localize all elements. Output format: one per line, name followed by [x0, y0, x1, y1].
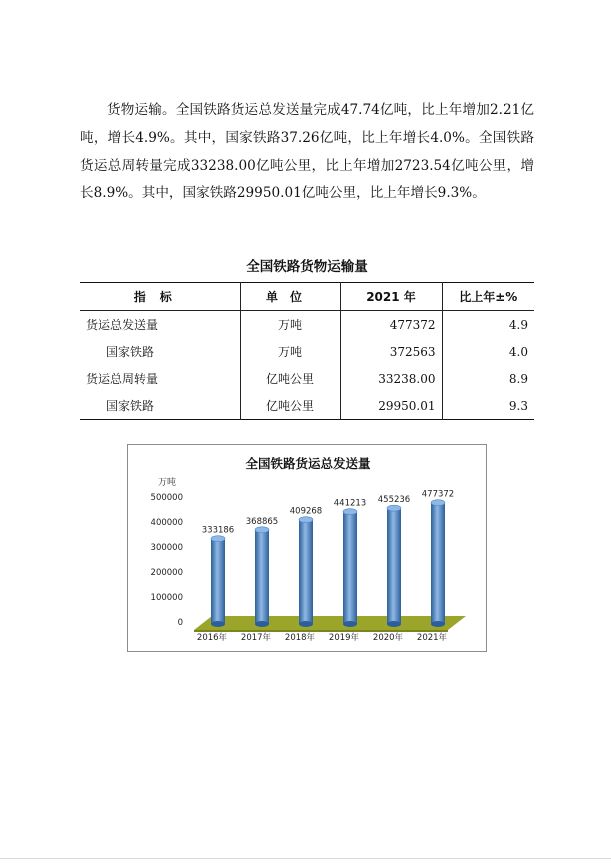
freight-chart	[127, 444, 487, 652]
chart-floor-top	[194, 616, 466, 630]
data-label: 477372	[421, 489, 455, 500]
freight-paragraph: 货物运输。全国铁路货运总发送量完成47.74亿吨，比上年增加2.21亿吨，增长4.9%。其中，国家铁路37.26亿吨，比上年增长4.0%。全国铁路货运总周转量完成33238.00亿吨公里，比上年增加2723.54亿吨公里，增长8.9%。其中，国家铁路29950.01亿吨公里，比上年增长9.3%。	[80, 102, 534, 202]
bar-body	[211, 539, 225, 624]
row-change: 4.0	[442, 338, 534, 365]
chart-floor-edge	[194, 630, 448, 632]
row-unit: 万吨	[240, 338, 340, 365]
row-change: 9.3	[442, 392, 534, 420]
x-tick-label: 2017年	[240, 633, 272, 643]
x-tick-label: 2018年	[284, 633, 316, 643]
row-value: 29950.01	[340, 392, 442, 420]
row-value: 477372	[340, 311, 442, 339]
y-axis-ticks	[151, 493, 183, 628]
row-value: 33238.00	[340, 365, 442, 392]
bar-base	[299, 621, 313, 627]
bar-body	[387, 508, 401, 624]
table-row	[80, 311, 534, 339]
y-axis-unit-label: 万吨	[158, 478, 177, 488]
table-row	[80, 338, 534, 365]
y-tick-label: 500000	[150, 493, 183, 503]
row-change: 4.9	[442, 311, 534, 339]
bar-base	[387, 621, 401, 627]
header-year: 2021 年	[340, 283, 442, 311]
y-tick-label: 0	[177, 618, 183, 628]
chart-title: 全国铁路货运总发送量	[245, 456, 371, 471]
header-unit: 单位	[240, 283, 340, 311]
header-indicator: 指标	[133, 290, 186, 304]
bar	[255, 527, 269, 627]
row-name: 国家铁路	[106, 399, 155, 413]
bar-top	[343, 509, 357, 515]
bar	[211, 536, 225, 627]
row-change: 8.9	[442, 365, 534, 392]
bar-top	[431, 500, 445, 506]
x-tick-label: 2021年	[416, 633, 448, 643]
y-tick-label: 100000	[150, 593, 183, 603]
data-label: 368865	[245, 516, 279, 527]
bar	[299, 517, 313, 627]
table-header-row	[80, 283, 534, 311]
table-row	[80, 392, 534, 420]
row-name: 货运总周转量	[86, 372, 159, 386]
bar	[387, 505, 401, 627]
chart-floor	[194, 616, 466, 632]
data-label: 333186	[201, 525, 235, 536]
header-change: 比上年±%	[442, 283, 534, 311]
data-label: 441213	[333, 498, 367, 509]
y-tick-label: 300000	[150, 543, 183, 553]
bar-base	[343, 621, 357, 627]
bar	[431, 500, 445, 627]
bar-base	[431, 621, 445, 627]
bar-body	[255, 530, 269, 624]
chart-data-labels	[202, 490, 454, 536]
data-label: 455236	[377, 495, 411, 506]
x-axis-ticks	[197, 632, 448, 643]
bar-base	[255, 621, 269, 627]
row-unit: 万吨	[240, 311, 340, 339]
data-label: 409268	[289, 506, 323, 517]
row-unit: 亿吨公里	[240, 392, 340, 420]
bar-top	[299, 517, 313, 523]
bar-body	[431, 503, 445, 624]
bar-body	[343, 512, 357, 624]
chart-canvas	[128, 445, 488, 653]
freight-table	[80, 282, 534, 420]
row-name: 国家铁路	[106, 345, 155, 359]
bar-top	[255, 527, 269, 533]
table-row	[80, 365, 534, 392]
row-value: 372563	[340, 338, 442, 365]
bar-body	[299, 520, 313, 624]
x-tick-label: 2019年	[328, 633, 360, 643]
y-tick-label: 200000	[150, 568, 183, 578]
row-name: 货运总发送量	[86, 318, 159, 332]
x-tick-label: 2016年	[196, 633, 228, 643]
row-unit: 亿吨公里	[240, 365, 340, 392]
table-title: 全国铁路货物运输量	[246, 259, 368, 275]
bar	[343, 509, 357, 627]
page-footer-line	[0, 858, 611, 859]
bar-top	[211, 536, 225, 542]
bar-base	[211, 621, 225, 627]
x-tick-label: 2020年	[372, 633, 404, 643]
bar-top	[387, 505, 401, 511]
y-tick-label: 400000	[150, 518, 183, 528]
